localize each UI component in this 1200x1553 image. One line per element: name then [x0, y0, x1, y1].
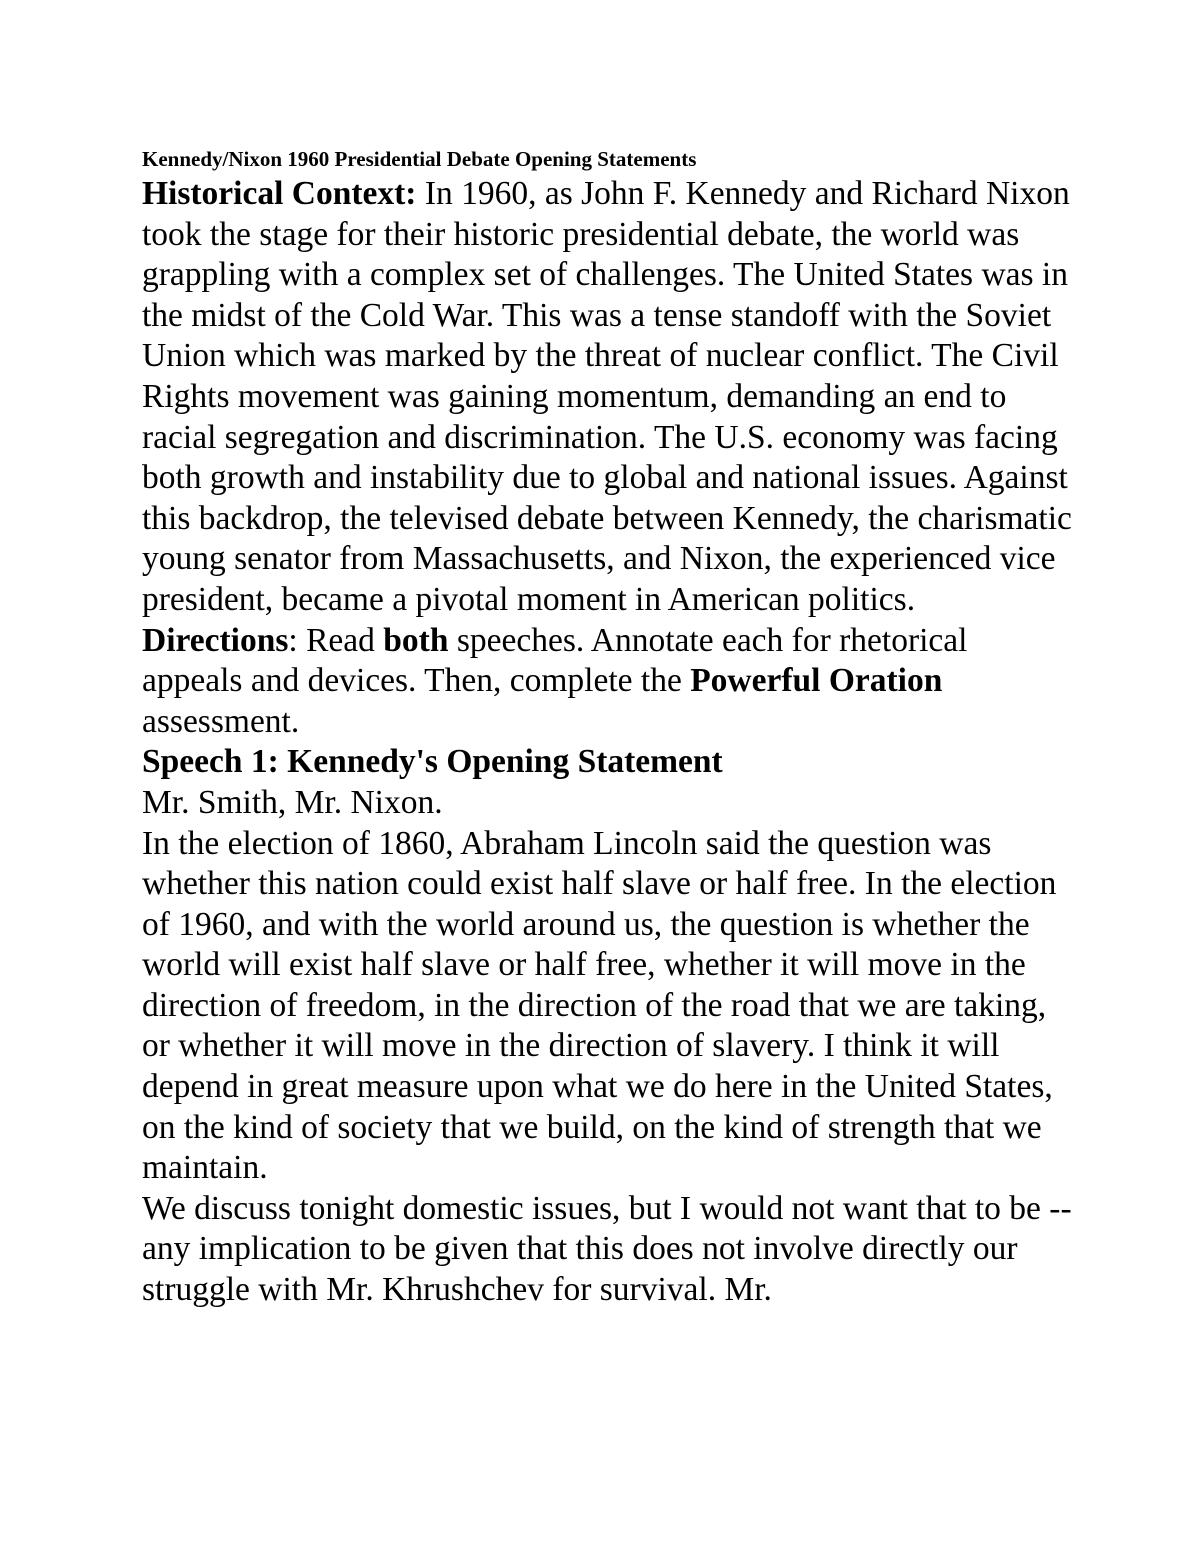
directions-text: speeches. Annotate each for rhetorical appeals and devices. Then, complete the: [142, 621, 968, 700]
directions-text: : Read: [288, 621, 384, 659]
historical-context-paragraph: [142, 174, 1072, 621]
directions-emphasis-powerful-oration: Powerful Oration: [690, 662, 943, 700]
speech-1-paragraph: We discuss tonight domestic issues, but I would not want that to be -- any implication to be given that this does not involve directly our struggle with Mr. Khrushchev for survival. Mr.: [142, 1189, 1072, 1309]
speech-1-heading: Speech 1: Kennedy's Opening Statement: [142, 743, 723, 781]
historical-context-label: Historical Context:: [142, 175, 417, 212]
speech-1-paragraph: In the election of 1860, Abraham Lincoln said the question was whether this nation could exist half slave or half free. In the election of 1960, and with the world around us, the question is whether the world will exist half slave or half free, whether it will move in the direction of freedom, in the direction of the road that we are taking, or whether it will move in the direction of slavery. I think it will depend in great measure upon what we do here in the United States, on the kind of society that we build, on the kind of strength that we maintain.: [142, 824, 1057, 1187]
directions-paragraph: [142, 621, 1072, 743]
document-body: [142, 144, 1072, 1311]
historical-context-text: In 1960, as John F. Kennedy and Richard Nixon took the stage for their historic presidential debate, the world was grappling with a complex set of challenges. The United States was in the midst of the Cold War. This was a tense standoff with the Soviet Union which was marked by the threat of nuclear conflict. The Civil Rights movement was gaining momentum, demanding an end to racial segregation and discrimination. The U.S. economy was facing both growth and instability due to global and national issues. Against this backdrop, the televised debate between Kennedy, the charismatic young senator from Massachusetts, and Nixon, the experienced vice president, became a pivotal moment in American politics.: [142, 175, 1072, 618]
directions-text: assessment.: [142, 702, 300, 740]
directions-emphasis-both: both: [383, 621, 449, 659]
document-title: Kennedy/Nixon 1960 Presidential Debate Opening Statements: [142, 147, 697, 171]
directions-label: Directions: [142, 621, 289, 659]
speech-1-salutation: Mr. Smith, Mr. Nixon.: [142, 783, 443, 821]
